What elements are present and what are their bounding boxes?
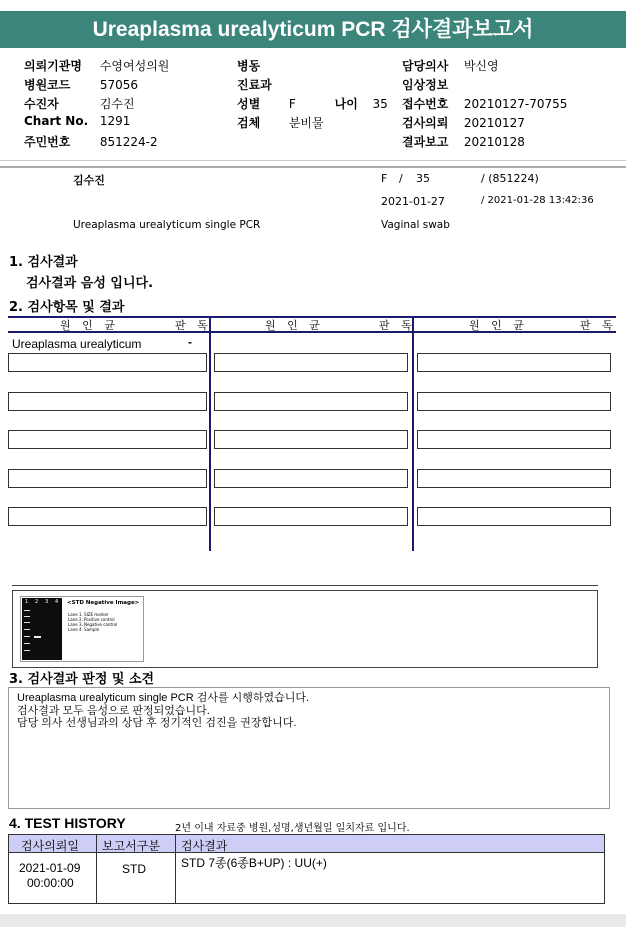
- hospital-code-value: 57056: [99, 78, 139, 92]
- marker-band: [24, 643, 30, 644]
- history-header-date: 검사의뢰일: [21, 839, 79, 853]
- sex-label: 성별: [237, 97, 261, 111]
- section2-title: 2. 검사항목 및 결과: [9, 300, 125, 315]
- organism-result: -: [188, 335, 192, 349]
- divider: [0, 160, 626, 161]
- institution-value: 수영여성의원: [99, 59, 170, 73]
- sex-age-row: [237, 95, 388, 112]
- history-result: STD 7종(6종B+UP) : UU(+): [181, 856, 327, 870]
- request-label: 검사의뢰: [402, 116, 449, 130]
- rrn-row: [24, 133, 158, 150]
- institution-row: [24, 57, 169, 74]
- result-slot: [417, 353, 611, 372]
- result-slot: [214, 507, 408, 526]
- report-value: 20210128: [463, 135, 525, 149]
- test-name: Ureaplasma urealyticum single PCR: [73, 219, 261, 231]
- history-type: STD: [122, 862, 146, 876]
- patient-name: 김수진: [73, 174, 105, 187]
- result-slot: [8, 392, 207, 411]
- patient-birth: / (851224): [481, 172, 539, 185]
- rrn-label: 주민번호: [24, 135, 71, 149]
- report-label: 결과보고: [402, 135, 449, 149]
- history-date: 2021-01-09: [19, 861, 81, 875]
- receipt-row: [402, 95, 567, 112]
- gel-electrophoresis: [22, 598, 62, 660]
- result-slot: [417, 430, 611, 449]
- request-value: 20210127: [463, 116, 525, 130]
- gel-image-frame: [12, 590, 598, 668]
- section3-title: 3. 검사결과 판정 및 소견: [9, 672, 155, 687]
- lane-number: 4: [55, 599, 59, 605]
- divider: [0, 166, 626, 168]
- result-slot: [417, 507, 611, 526]
- specimen-value: 분비물: [288, 116, 324, 130]
- doctor-row: [402, 57, 499, 74]
- column-header-result: 판 독: [379, 319, 416, 332]
- result-slot: [8, 469, 207, 488]
- marker-band: [24, 610, 30, 611]
- organism-name: Ureaplasma urealyticum: [12, 337, 142, 351]
- result-slot: [417, 392, 611, 411]
- clinical-label: 임상정보: [402, 78, 449, 92]
- report-datetime: / 2021-01-28 13:42:36: [481, 195, 594, 206]
- lane-number: 1: [25, 599, 29, 605]
- receipt-date: 2021-01-27: [381, 195, 445, 208]
- report-row: [402, 133, 525, 150]
- patient-age: 35: [416, 172, 430, 185]
- opinion-line: Ureaplasma urealyticum single PCR 검사를 시행하였습니다.: [17, 692, 310, 704]
- marker-band: [24, 622, 30, 623]
- slash: /: [399, 172, 403, 185]
- gel-legend-item: Lane 1. SIZE marker: [68, 612, 109, 617]
- lane-number: 2: [35, 599, 39, 605]
- column-header-result: 판 독: [175, 319, 212, 332]
- opinion-line: 담당 의사 선생님과의 상담 후 정기적인 검진을 권장합니다.: [17, 717, 297, 729]
- history-table: [8, 834, 605, 904]
- result-slot: [214, 430, 408, 449]
- chart-row: [24, 114, 130, 128]
- result-slot: [8, 353, 207, 372]
- result-slot: [8, 430, 207, 449]
- column-header-organism: 원 인 균: [469, 319, 528, 332]
- receipt-value: 20210127-70755: [463, 97, 568, 111]
- column-header-organism: 원 인 균: [265, 319, 324, 332]
- lane-number: 3: [45, 599, 49, 605]
- gel-image: [20, 596, 144, 662]
- ward-row: [237, 57, 260, 74]
- history-time: 00:00:00: [27, 876, 74, 890]
- institution-label: 의뢰기관명: [24, 59, 82, 73]
- dept-row: [237, 76, 272, 93]
- result-grid: [8, 316, 616, 551]
- grid-line: [96, 835, 97, 903]
- gel-legend-item: Lane 4. Sample: [68, 627, 100, 632]
- patient-sex: F: [381, 172, 388, 185]
- opinion-line: 검사결과 모두 음성으로 판정되었습니다.: [17, 704, 210, 717]
- doctor-label: 담당의사: [402, 59, 449, 73]
- grid-line: [412, 316, 414, 551]
- doctor-value: 박신영: [463, 59, 499, 73]
- report-title: Ureaplasma urealyticum PCR 검사결과보고서: [0, 11, 626, 48]
- section4-title: 4. TEST HISTORY: [9, 815, 126, 831]
- marker-band: [24, 616, 30, 617]
- age-label: 나이: [334, 97, 358, 111]
- marker-band: [24, 650, 30, 651]
- ward-label: 병동: [237, 59, 261, 73]
- dept-label: 진료과: [237, 78, 272, 92]
- receipt-label: 접수번호: [402, 97, 449, 111]
- specimen-row: [237, 114, 324, 131]
- positive-band: [34, 636, 41, 638]
- grid-line: [175, 835, 176, 903]
- patient-row: [24, 95, 135, 112]
- marker-band: [24, 636, 30, 637]
- result-slot: [214, 353, 408, 372]
- chart-value: 1291: [99, 114, 131, 128]
- rrn-value: 851224-2: [99, 135, 158, 149]
- history-header-type: 보고서구분: [102, 839, 160, 853]
- specimen-label: 검체: [237, 116, 261, 130]
- patient-value: 김수진: [99, 97, 135, 111]
- age-value: 35: [372, 97, 388, 111]
- divider: [12, 585, 598, 586]
- result-slot: [214, 469, 408, 488]
- clinical-row: [402, 76, 448, 93]
- hospital-code-label: 병원코드: [24, 78, 71, 92]
- request-row: [402, 114, 525, 131]
- gel-legend-item: Lane 3. Negative control: [68, 622, 118, 627]
- gel-title: <STD Negative Image>: [67, 600, 140, 606]
- section1-result: 검사결과 음성 입니다.: [26, 276, 154, 291]
- result-slot: [8, 507, 207, 526]
- marker-band: [24, 629, 30, 630]
- footer-bar: [0, 914, 626, 927]
- history-note: 2년 이내 자료중 병원,성명,생년월일 일치자료 입니다.: [175, 823, 410, 834]
- grid-line: [209, 316, 211, 551]
- column-header-result: 판 독: [580, 319, 617, 332]
- hospital-code-row: [24, 76, 138, 93]
- gel-legend-item: Lane 2. Positive control: [68, 617, 115, 622]
- sex-value: F: [288, 97, 296, 111]
- chart-label: Chart No.: [24, 114, 89, 128]
- opinion-box: [8, 687, 610, 809]
- result-slot: [417, 469, 611, 488]
- result-slot: [214, 392, 408, 411]
- patient-label: 수진자: [24, 97, 59, 111]
- history-header-result: 검사결과: [181, 839, 228, 853]
- specimen-type: Vaginal swab: [381, 219, 450, 231]
- history-header-row: [9, 835, 604, 853]
- column-header-organism: 원 인 균: [60, 319, 119, 332]
- section1-title: 1. 검사결과: [9, 255, 78, 270]
